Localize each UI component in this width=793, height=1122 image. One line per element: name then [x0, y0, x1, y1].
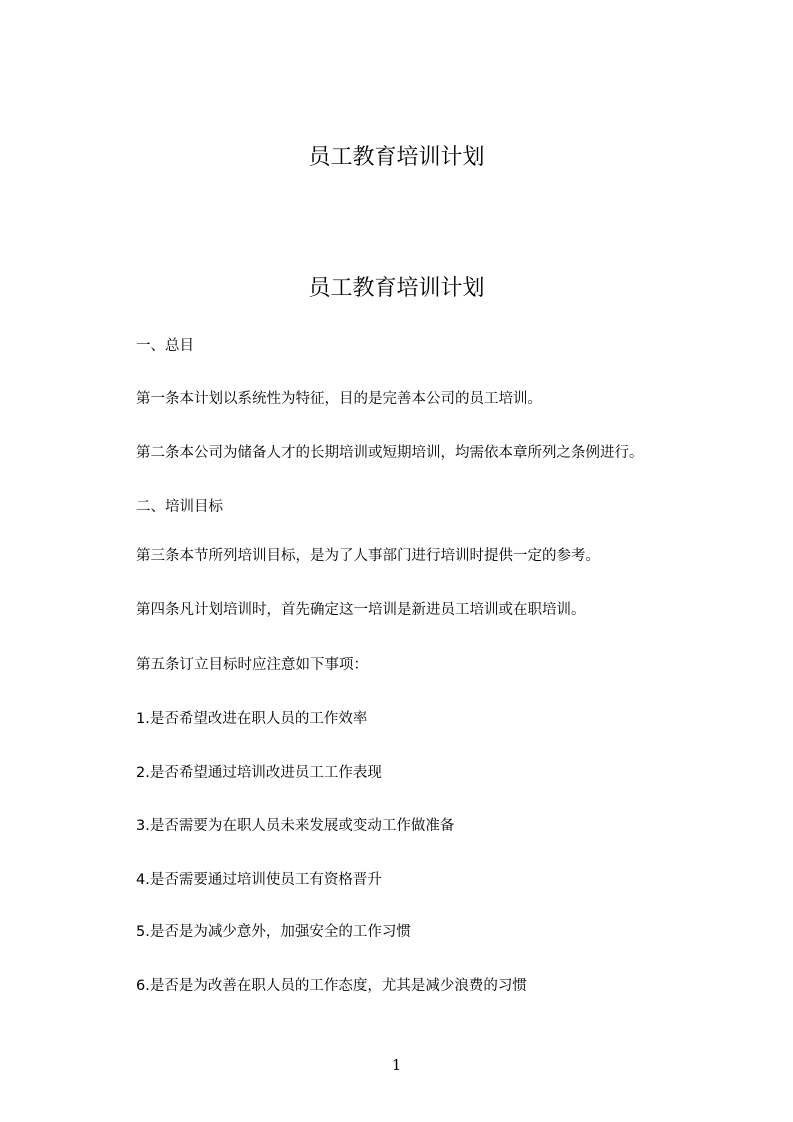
- header-title: 员工教育培训计划: [308, 145, 485, 170]
- page-number: 1: [391, 1056, 402, 1074]
- section-heading-general: 一、总目: [136, 338, 194, 354]
- paragraph-article-4: 第四条凡计划培训时，首先确定这一培训是新进员工培训或在职培训。: [136, 602, 586, 618]
- list-item-5: 5.是否是为减少意外，加强安全的工作习惯: [136, 924, 411, 940]
- paragraph-article-2: 第二条本公司为储备人才的长期培训或短期培训，均需依本章所列之条例进行。: [136, 445, 644, 461]
- list-item-1: 1.是否希望改进在职人员的工作效率: [136, 711, 368, 727]
- document-title: 员工教育培训计划: [308, 276, 485, 301]
- list-item-2: 2.是否希望通过培训改进员工工作表现: [136, 765, 382, 781]
- list-item-4: 4.是否需要通过培训使员工有资格晋升: [136, 872, 382, 888]
- paragraph-article-3: 第三条本节所列培训目标，是为了人事部门进行培训时提供一定的参考。: [136, 548, 600, 564]
- list-item-3: 3.是否需要为在职人员未来发展或变动工作做准备: [136, 818, 455, 834]
- list-item-6: 6.是否是为改善在职人员的工作态度，尤其是减少浪费的习惯: [136, 978, 527, 994]
- paragraph-article-1: 第一条本计划以系统性为特征，目的是完善本公司的员工培训。: [136, 391, 542, 407]
- section-heading-training-goals: 二、培训目标: [136, 499, 223, 515]
- paragraph-article-5: 第五条订立目标时应注意如下事项：: [136, 657, 368, 673]
